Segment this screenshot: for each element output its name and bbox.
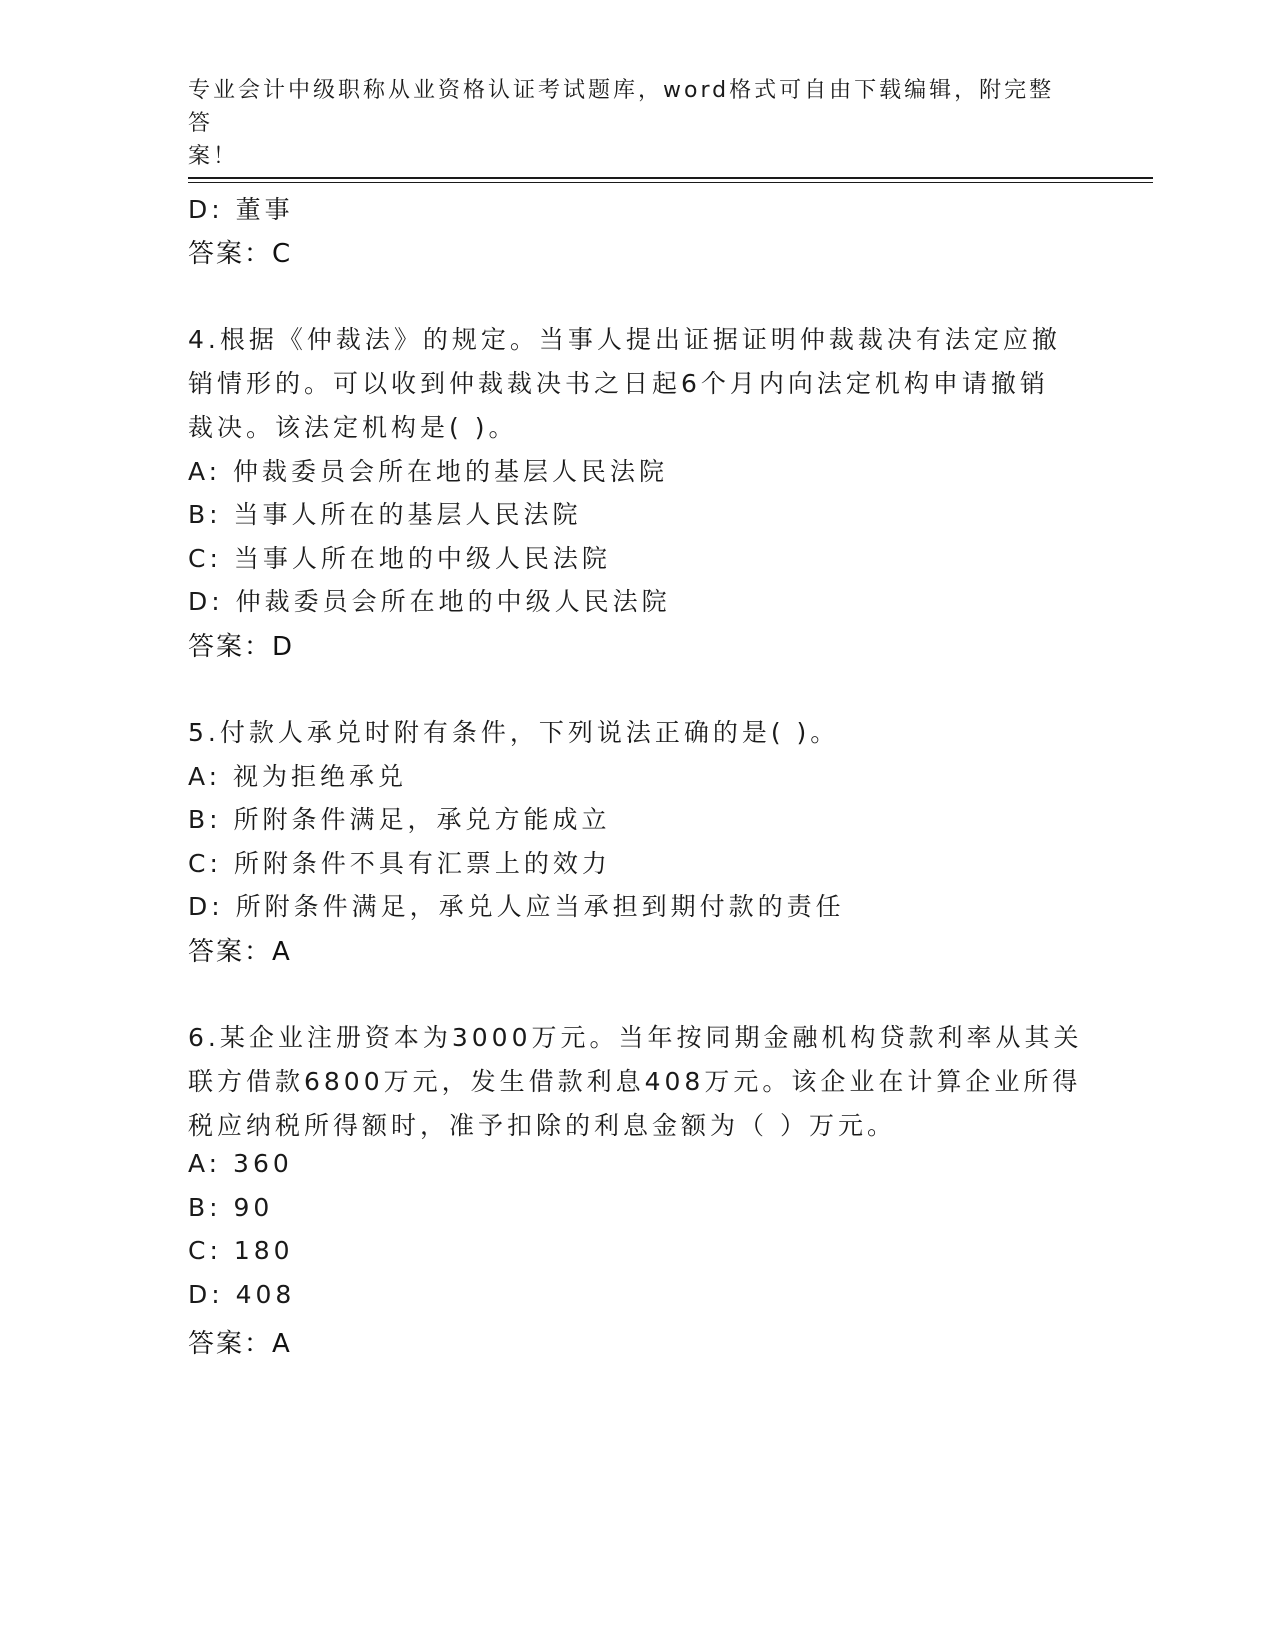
q5-stem-line-1: 5.付款人承兑时附有条件，下列说法正确的是( )。 [188,718,840,747]
q5-option-a: A: 视为拒绝承兑 [188,762,408,791]
q6-option-d: D: 408 [188,1280,296,1309]
q4-option-c: C: 当事人所在地的中级人民法院 [188,544,611,573]
q3-answer: 答案：C [188,239,293,269]
q4-stem-line-1: 4.根据《仲裁法》的规定。当事人提出证据证明仲裁裁决有法定应撤 [188,325,1061,354]
header-line-2: 案！ [188,144,239,169]
header-rule-thin [188,182,1153,183]
q6-option-a: A: 360 [188,1149,293,1178]
q4-option-d: D: 仲裁委员会所在地的中级人民法院 [188,587,671,616]
q6-option-b: B: 90 [188,1193,274,1222]
page-header [188,74,1078,173]
q4-option-a: A: 仲裁委员会所在地的基层人民法院 [188,457,669,486]
q6-stem-line-3: 税应纳税所得额时，准予扣除的利息金额为（ ）万元。 [188,1111,896,1140]
q4-stem-line-2: 销情形的。可以收到仲裁裁决书之日起6个月内向法定机构申请撤销 [188,369,1049,398]
header-rule-thick [188,177,1153,179]
q6-stem-line-1: 6.某企业注册资本为3000万元。当年按同期金融机构贷款利率从其关 [188,1023,1083,1052]
q4-stem-line-3: 裁决。该法定机构是( )。 [188,413,518,442]
q5-option-b: B: 所附条件满足，承兑方能成立 [188,805,611,834]
q4-option-b: B: 当事人所在的基层人民法院 [188,500,582,529]
q5-answer: 答案：A [188,937,292,967]
q3-option-d: D: 董事 [188,195,294,224]
header-line-1: 专业会计中级职称从业资格认证考试题库，word格式可自由下载编辑，附完整答 [188,78,1055,136]
q6-answer: 答案：A [188,1329,292,1359]
q5-option-d: D: 所附条件满足，承兑人应当承担到期付款的责任 [188,892,845,921]
q6-option-c: C: 180 [188,1236,294,1265]
q4-answer: 答案：D [188,632,295,662]
q5-option-c: C: 所附条件不具有汇票上的效力 [188,849,611,878]
q6-stem-line-2: 联方借款6800万元，发生借款利息408万元。该企业在计算企业所得 [188,1067,1082,1096]
